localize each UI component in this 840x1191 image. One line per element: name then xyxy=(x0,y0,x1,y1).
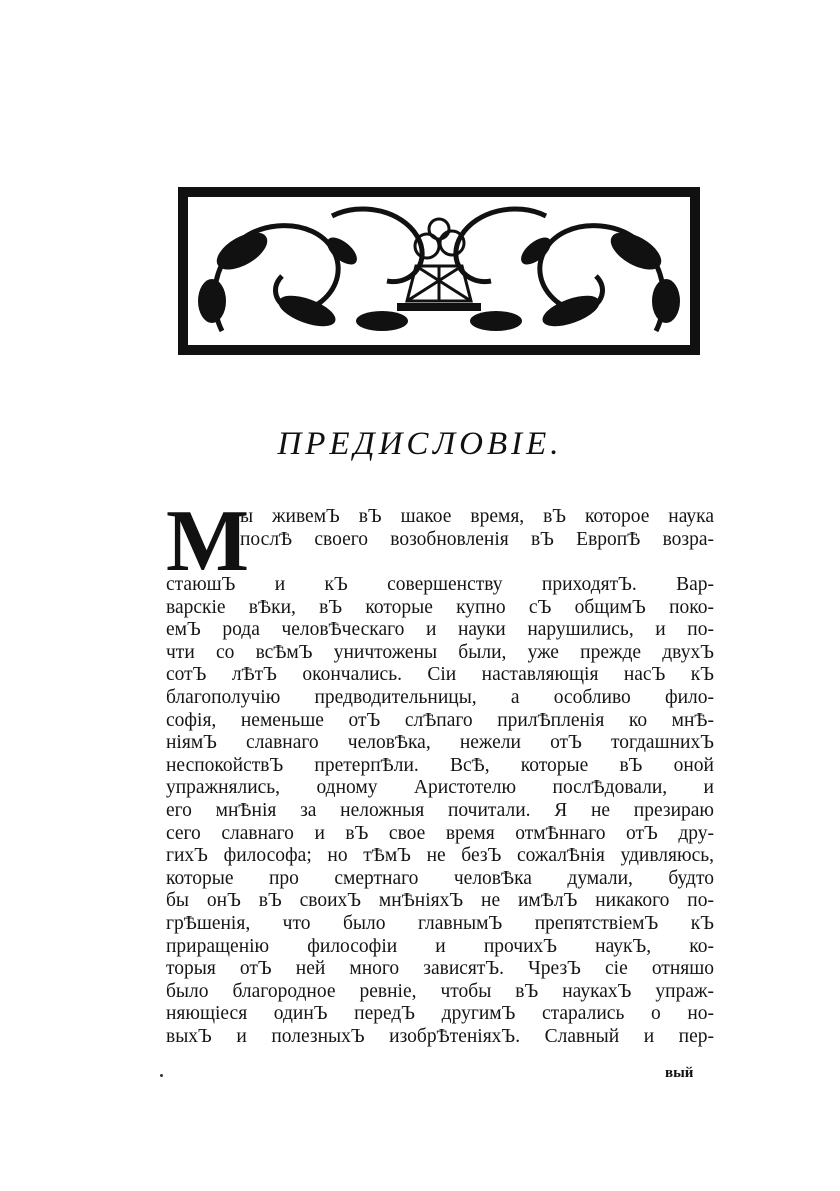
text-line: грѢшенія, что было главнымЪ препятствіемЪ кЪ xyxy=(166,912,714,934)
catchword: вый xyxy=(665,1065,694,1081)
ornamental-headpiece xyxy=(178,187,700,355)
text-line: емЪ рода человѢческаго и науки нарушились, и по- xyxy=(166,619,714,641)
text-line: няющіеся одинЪ передЪ другимЪ старались о но- xyxy=(166,1003,714,1025)
text-line: благополучію предводительницы, а особливо фило- xyxy=(166,686,714,708)
text-line: которые про смертнаго человѢка думали, будто xyxy=(166,867,714,889)
text-line: послѢ своего возобновленія вЪ ЕвропѢ возра- xyxy=(240,528,714,550)
text-line: неспокойствЪ претерпѢли. ВсѢ, которые вЪ оной xyxy=(166,754,714,776)
text-line: упражнялись, одному Аристотелю послѢдовали, и xyxy=(166,777,714,799)
text-line: ы живемЪ вЪ шакое время, вЪ которое наука xyxy=(240,506,714,527)
ink-speck xyxy=(160,1074,163,1077)
text-line: стаюшЪ и кЪ совершенству приходятЪ. Вар- xyxy=(166,574,714,595)
text-line: его мнѢнія за неложныя почитали. Я не презираю xyxy=(166,799,714,821)
text-line: варскіе вѢки, вЪ которые купно сЪ общимЪ поко- xyxy=(166,596,714,618)
preface-text xyxy=(166,493,714,1048)
text-line: приращенію философіи и прочихЪ наукЪ, ко- xyxy=(166,935,714,957)
acanthus-ornament-icon xyxy=(182,191,696,351)
drop-cap: М xyxy=(166,493,250,590)
page-title: ПРЕДИСЛОВІЕ. xyxy=(277,426,563,462)
text-line: софія, неменьше отЪ слѢпаго прилѢпленія ко мнѢ- xyxy=(166,709,714,731)
text-line: чти со всѢмЪ уничтожены были, уже прежде двухЪ xyxy=(166,641,714,663)
text-line: бы онЪ вЪ своихЪ мнѢніяхЪ не имѢлЪ никакого по- xyxy=(166,890,714,912)
text-line: сего славнаго и вЪ свое время отмѢннаго отЪ дру- xyxy=(166,822,714,844)
text-line: ніямЪ славнаго человѢка, нежели отЪ тогдашнихЪ xyxy=(166,732,714,754)
text-line: торыя отЪ ней много зависятЪ. ЧрезЪ сіе отняшо xyxy=(166,958,714,980)
text-line: сотЪ лѢтЪ окончались. Сіи наставляющія насЪ кЪ xyxy=(166,664,714,686)
text-line: было благородное ревніе, чтобы вЪ наукахЪ упраж- xyxy=(166,980,714,1002)
text-line: гихЪ философа; но тѢмЪ не безЪ сожалѢнія удивляюсь, xyxy=(166,845,714,867)
text-line: выхЪ и полезныхЪ изобрѢтеніяхЪ. Славный и пер- xyxy=(166,1025,714,1047)
